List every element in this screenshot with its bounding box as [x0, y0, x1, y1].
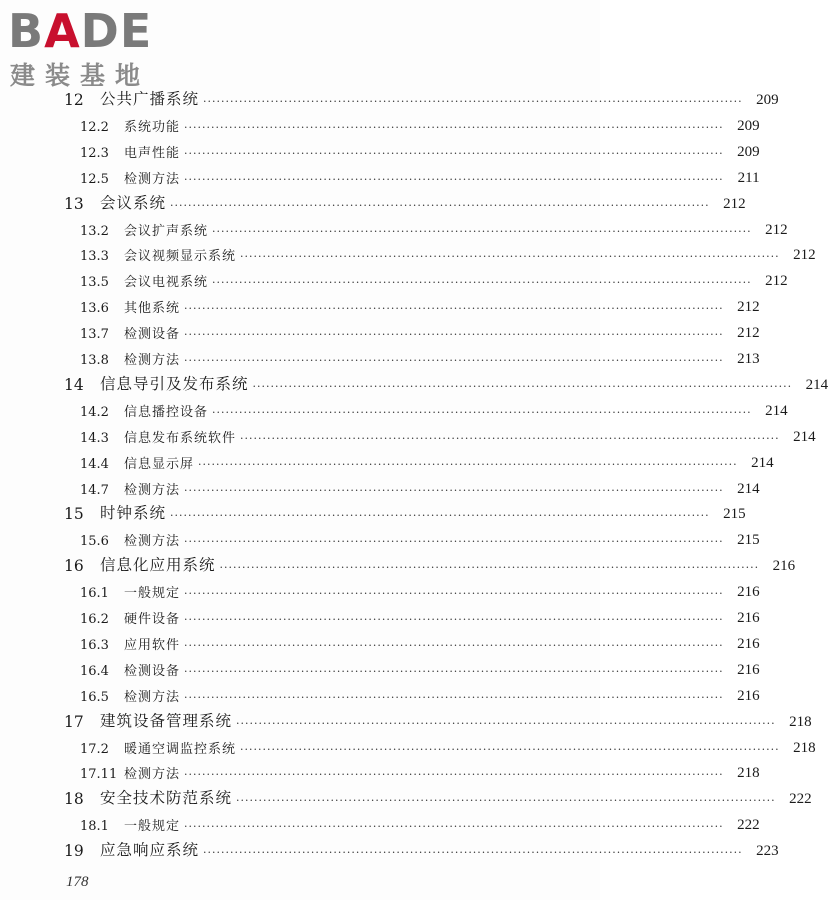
toc-dot-leader: ························································································································	[184, 172, 724, 186]
toc-entry-number: 13.8	[80, 353, 109, 368]
toc-entry-number: 13.2	[80, 223, 109, 239]
toc-dot-leader: ························································································································	[236, 794, 776, 808]
toc-entry-16-5	[80, 683, 760, 705]
toc-entry-title: 其他系统	[124, 301, 181, 317]
toc-dot-leader: ························································································································	[240, 250, 780, 264]
toc-entry-number: 17	[64, 712, 84, 731]
toc-dot-leader: ························································································································	[184, 587, 724, 601]
toc-entry-title: 信息导引及发布系统	[100, 374, 249, 393]
toc-entry-page: 216	[737, 635, 760, 652]
toc-entry-page: 214	[793, 428, 816, 445]
toc-entry-page: 215	[737, 532, 760, 549]
toc-entry-14-7	[80, 476, 760, 498]
toc-entry-title: 硬件设备	[124, 612, 181, 627]
toc-dot-leader: ························································································································	[184, 690, 724, 704]
toc-entry-page: 209	[737, 117, 760, 134]
toc-entry-15	[64, 501, 746, 524]
toc-entry-number: 13.6	[80, 301, 109, 317]
toc-entry-number: 16.3	[80, 637, 109, 653]
toc-dot-leader: ························································································································	[184, 328, 724, 342]
toc-entry-17-2	[80, 735, 816, 757]
toc-entry-number: 13.5	[80, 275, 109, 291]
toc-entry-13-2	[80, 217, 788, 239]
toc-entry-page: 214	[805, 376, 828, 393]
toc-entry-13-6	[80, 294, 760, 317]
toc-entry-12-3	[80, 139, 760, 161]
toc-dot-leader: ························································································································	[236, 716, 776, 730]
toc-entry-page: 212	[723, 195, 746, 212]
toc-dot-leader: ························································································································	[170, 198, 710, 212]
toc-entry-12-2	[80, 113, 760, 135]
toc-dot-leader: ························································································································	[198, 457, 738, 471]
toc-entry-page: 209	[737, 143, 760, 160]
toc-dot-leader: ························································································································	[184, 613, 724, 626]
toc-entry-page: 215	[723, 506, 746, 523]
toc-entry-14-2	[80, 398, 788, 420]
toc-entry-number: 15.6	[80, 534, 109, 550]
toc-entry-title: 信息显示屏	[124, 456, 195, 472]
toc-entry-16-4	[80, 657, 760, 679]
toc-entry-number: 16.4	[80, 663, 109, 679]
toc-dot-leader: ························································································································	[212, 224, 752, 238]
toc-entry-page: 218	[789, 713, 812, 730]
toc-entry-number: 12.2	[80, 119, 109, 135]
logo-wordmark	[8, 6, 152, 56]
toc-dot-leader: ························································································································	[252, 379, 793, 393]
toc-entry-title: 检测方法	[124, 767, 181, 783]
toc-dot-leader: ························································································································	[170, 509, 710, 523]
toc-entry-number: 17.11	[80, 767, 118, 783]
toc-entry-number: 14.4	[80, 456, 109, 472]
toc-dot-leader: ························································································································	[212, 405, 752, 419]
toc-entry-number: 14.7	[80, 482, 109, 498]
toc-entry-title: 时钟系统	[100, 504, 167, 523]
toc-entry-page: 218	[793, 739, 816, 756]
toc-entry-title: 一般规定	[124, 586, 181, 602]
toc-entry-page: 214	[765, 402, 788, 419]
toc-entry-page: 213	[737, 351, 760, 367]
toc-entry-number: 12.3	[80, 145, 109, 161]
toc-entry-14	[64, 372, 828, 394]
toc-entry-16-1	[80, 579, 760, 602]
toc-dot-leader: ························································································································	[184, 483, 724, 497]
toc-dot-leader: ························································································································	[184, 120, 724, 134]
toc-entry-number: 13	[64, 194, 84, 213]
toc-entry-page: 216	[737, 661, 760, 678]
toc-entry-page: 223	[756, 843, 779, 860]
logo-letter-b: B	[8, 4, 45, 58]
toc-entry-12	[64, 87, 779, 109]
toc-dot-leader: ························································································································	[219, 561, 760, 575]
toc-entry-title: 检测方法	[124, 353, 181, 368]
toc-entry-number: 14.2	[80, 404, 109, 420]
toc-entry-title: 公共广播系统	[100, 90, 200, 108]
toc-dot-leader: ························································································································	[184, 820, 724, 834]
toc-entry-number: 18	[64, 790, 84, 809]
toc-entry-title: 会议视频显示系统	[124, 249, 237, 265]
toc-entry-page: 216	[772, 558, 796, 575]
toc-entry-page: 212	[765, 221, 788, 238]
toc-entry-number: 18.1	[80, 819, 109, 835]
toc-dot-leader: ························································································································	[184, 664, 724, 678]
toc-entry-title: 检测方法	[124, 534, 181, 550]
toc-dot-leader: ························································································································	[184, 354, 724, 367]
toc-entry-number: 16.1	[80, 586, 109, 602]
toc-entry-number: 16.5	[80, 689, 109, 705]
toc-entry-page: 212	[737, 299, 760, 316]
toc-entry-page: 218	[737, 765, 760, 782]
toc-entry-number: 19	[64, 842, 84, 861]
toc-entry-title: 一般规定	[124, 819, 181, 835]
toc-entry-title: 检测方法	[124, 171, 181, 187]
toc-entry-page: 222	[737, 817, 760, 834]
toc-entry-17-11	[80, 760, 760, 783]
toc-entry-page: 216	[737, 584, 760, 601]
toc-entry-19	[64, 838, 779, 861]
toc-entry-title: 建筑设备管理系统	[100, 711, 233, 730]
toc-entry-title: 电声性能	[124, 145, 181, 161]
toc-entry-title: 信息播控设备	[124, 404, 209, 420]
logo-chinese-text: 建装基地	[10, 61, 151, 90]
toc-entry-number: 14	[64, 375, 84, 394]
toc-entry-page: 212	[765, 273, 788, 290]
toc-entry-15-6	[80, 527, 760, 550]
toc-entry-16	[64, 553, 796, 576]
toc-entry-page: 211	[737, 169, 760, 186]
toc-entry-number: 16	[64, 557, 84, 576]
toc-entry-number: 16.2	[80, 612, 109, 627]
toc-dot-leader: ························································································································	[203, 846, 743, 860]
toc-entry-page: 222	[789, 791, 812, 808]
logo-letters-de: DE	[80, 4, 153, 58]
toc-entry-page: 216	[737, 687, 760, 704]
toc-entry-page: 212	[737, 325, 760, 342]
toc-entry-title: 应急响应系统	[100, 841, 200, 860]
toc-entry-title: 信息化应用系统	[100, 556, 216, 575]
toc-entry-title: 检测方法	[124, 482, 181, 498]
toc-dot-leader: ························································································································	[240, 742, 780, 756]
toc-dot-leader: ························································································································	[240, 431, 780, 445]
toc-entry-number: 13.3	[80, 249, 109, 265]
toc-entry-page: 214	[751, 454, 774, 471]
toc-entry-title: 检测方法	[124, 689, 181, 705]
toc-entry-page: 209	[756, 92, 779, 108]
toc-entry-13	[64, 191, 746, 213]
toc-entry-title: 会议扩声系统	[124, 223, 209, 239]
toc-entry-number: 12.5	[80, 171, 109, 187]
toc-entry-14-3	[80, 424, 816, 446]
toc-entry-title: 暖通空调监控系统	[124, 741, 237, 757]
toc-entry-16-3	[80, 631, 760, 653]
toc-dot-leader: ························································································································	[184, 302, 724, 316]
toc-entry-18-1	[80, 812, 760, 835]
toc-entry-title: 检测设备	[124, 327, 181, 343]
toc-entry-13-5	[80, 268, 788, 291]
toc-dot-leader: ························································································································	[184, 146, 724, 160]
toc-entry-title: 安全技术防范系统	[100, 789, 233, 808]
toc-entry-number: 17.2	[80, 741, 109, 757]
toc-entry-title: 信息发布系统软件	[124, 430, 237, 446]
toc-dot-leader: ························································································································	[184, 535, 724, 549]
toc-entry-17	[64, 709, 812, 731]
toc-entry-title: 应用软件	[124, 637, 181, 653]
toc-entry-16-2	[80, 605, 760, 627]
toc-entry-title: 会议电视系统	[124, 275, 209, 291]
toc-entry-13-8	[80, 346, 760, 368]
toc-entry-page: 216	[737, 610, 760, 626]
logo-letter-a: A	[44, 4, 81, 58]
toc-entry-13-3	[80, 242, 816, 265]
toc-entry-14-4	[80, 450, 774, 472]
toc-dot-leader: ························································································································	[212, 276, 752, 290]
toc-dot-leader: ························································································································	[184, 768, 724, 782]
toc-entry-title: 系统功能	[124, 119, 181, 135]
toc-entry-page: 212	[793, 247, 816, 264]
toc-entry-number: 14.3	[80, 430, 109, 446]
bade-logo	[8, 6, 178, 90]
toc-entry-12-5	[80, 165, 760, 187]
toc-entry-title: 会议系统	[100, 193, 167, 212]
toc-entry-number: 12	[64, 91, 84, 109]
toc-dot-leader: ························································································································	[203, 95, 743, 108]
page-number: 178	[66, 874, 89, 890]
toc-entry-number: 13.7	[80, 327, 109, 343]
toc-entry-page: 214	[737, 480, 760, 497]
toc-entry-18	[64, 786, 812, 809]
toc-entry-13-7	[80, 320, 760, 343]
toc-entry-title: 检测设备	[124, 663, 181, 679]
toc-entry-number: 15	[64, 505, 84, 524]
toc-dot-leader: ························································································································	[184, 638, 724, 652]
